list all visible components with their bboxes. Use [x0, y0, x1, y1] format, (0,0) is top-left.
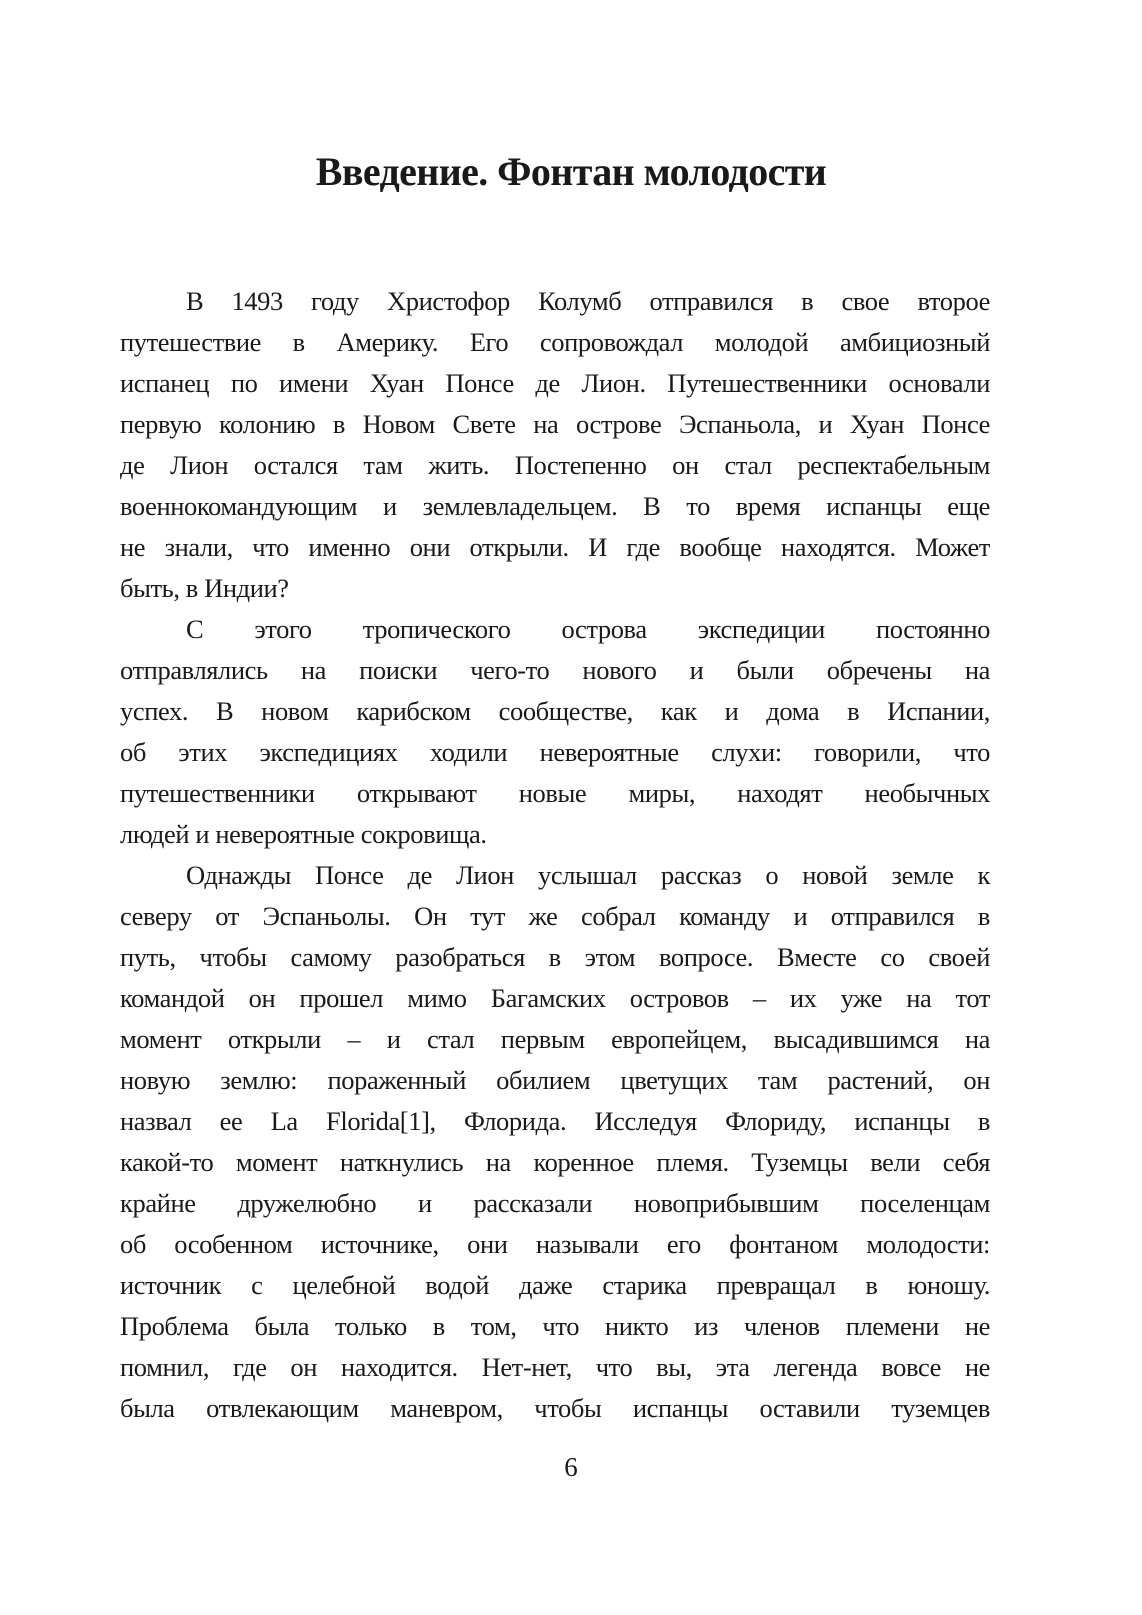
body-text	[120, 281, 990, 1429]
text-line: об особенном источнике, они называли его фонтаном молодости:	[120, 1229, 990, 1259]
text-line: путешествие в Америку. Его сопровождал молодой амбициозный	[120, 327, 990, 357]
text-line: помнил, где он находится. Нет-нет, что вы, эта легенда вовсе не	[120, 1352, 990, 1382]
text-line: какой-то момент наткнулись на коренное племя. Туземцы вели себя	[120, 1147, 990, 1177]
text-line: путешественники открывают новые миры, находят необычных	[120, 778, 990, 808]
text-line: Однажды Понсе де Лион услышал рассказ о новой земле к	[186, 860, 990, 890]
text-line: отправлялись на поиски чего-то нового и были обречены на	[120, 655, 990, 685]
text-line: назвал ее La Florida[1], Флорида. Исследуя Флориду, испанцы в	[120, 1106, 990, 1136]
text-line: командой он прошел мимо Багамских островов – их уже на тот	[120, 983, 990, 1013]
text-line: быть, в Индии?	[120, 573, 289, 603]
text-line: испанец по имени Хуан Понсе де Лион. Путешественники основали	[120, 368, 990, 398]
text-line: новую землю: пораженный обилием цветущих там растений, он	[120, 1065, 990, 1095]
text-line: С этого тропического острова экспедиции постоянно	[186, 614, 990, 644]
text-line: об этих экспедициях ходили невероятные слухи: говорили, что	[120, 737, 990, 767]
text-line: де Лион остался там жить. Постепенно он стал респектабельным	[120, 450, 990, 480]
text-line: была отвлекающим маневром, чтобы испанцы оставили туземцев	[120, 1393, 990, 1423]
paragraph-2	[120, 609, 990, 855]
paragraph-3	[120, 855, 990, 1429]
text-line: источник с целебной водой даже старика превращал в юношу.	[120, 1270, 990, 1300]
text-line: путь, чтобы самому разобраться в этом вопросе. Вместе со своей	[120, 942, 990, 972]
paragraph-1	[120, 281, 990, 609]
text-line: военнокомандующим и землевладельцем. В то время испанцы еще	[120, 491, 990, 521]
text-line: В 1493 году Христофор Колумб отправился в свое второе	[186, 286, 990, 316]
text-line: северу от Эспаньолы. Он тут же собрал команду и отправился в	[120, 901, 990, 931]
text-line: первую колонию в Новом Свете на острове Эспаньола, и Хуан Понсе	[120, 409, 990, 439]
text-line: Проблема была только в том, что никто из членов племени не	[120, 1311, 990, 1341]
text-line: момент открыли – и стал первым европейцем, высадившимся на	[120, 1024, 990, 1054]
text-line: успех. В новом карибском сообществе, как и дома в Испании,	[120, 696, 990, 726]
text-line: не знали, что именно они открыли. И где вообще находятся. Может	[120, 532, 990, 562]
text-line: крайне дружелюбно и рассказали новоприбывшим поселенцам	[120, 1188, 990, 1218]
chapter-title: Введение. Фонтан молодости	[315, 149, 827, 194]
page-number: 6	[564, 1452, 578, 1482]
text-line: людей и невероятные сокровища.	[120, 819, 487, 849]
